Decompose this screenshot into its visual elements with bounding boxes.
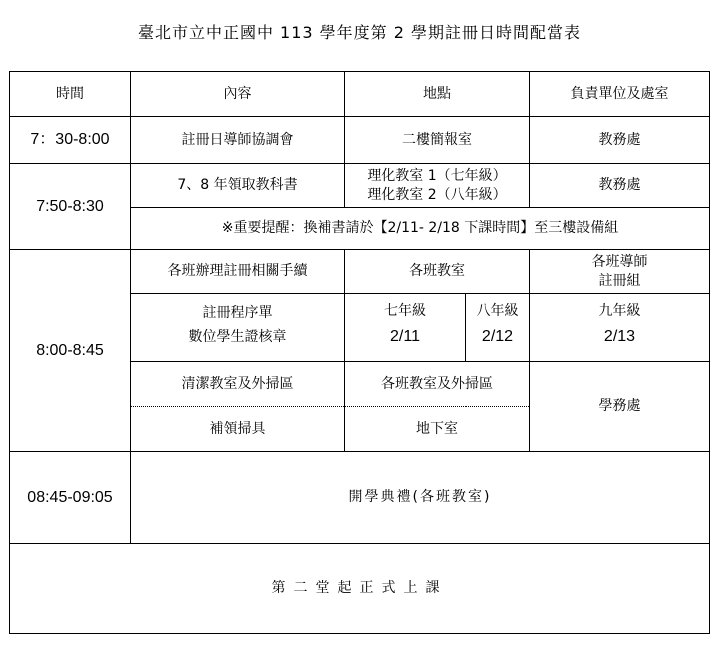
program-line: 數位學生證核章 [188,328,287,345]
office-line: 註冊組 [598,272,641,289]
ceremony-cell: 開學典禮(各班教室) [131,452,710,544]
program-line: 註冊程序單 [202,305,273,322]
table-row [10,250,710,294]
grade8-cell [466,294,530,362]
office-cell [530,250,710,294]
time-cell: 7:50-8:30 [10,164,131,250]
content-cell: 清潔教室及外掃區 [131,362,345,407]
table-row [10,117,710,164]
header-office: 負責單位及處室 [530,72,710,117]
grade-label: 九年級 [598,303,641,320]
reminder-note: ※重要提醒：換補書請於【2/11- 2/18 下課時間】至三樓設備組 [131,208,710,250]
location-line: 理化教室 1（七年級） [367,167,507,184]
content-cell: 各班辦理註冊相關手續 [131,250,345,294]
classes-start-cell: 第二堂起正式上課 [10,544,710,634]
office-line: 各班導師 [591,253,648,270]
office-cell: 教務處 [530,117,710,164]
schedule-table [9,71,710,634]
header-content: 內容 [131,72,345,117]
location-cell: 地下室 [345,407,530,452]
grade-label: 七年級 [384,303,426,320]
content-cell: 註冊日導師協調會 [131,117,345,164]
table-row [10,164,710,208]
time-cell: 08:45-09:05 [10,452,131,544]
location-cell: 各班教室 [345,250,530,294]
grade9-cell [530,294,710,362]
footer-row [10,544,710,634]
office-cell: 教務處 [530,164,710,208]
location-cell: 各班教室及外掃區 [345,362,530,407]
content-cell [131,294,345,362]
grade-date: 2/11 [390,327,420,345]
content-cell: 補領掃具 [131,407,345,452]
header-location: 地點 [345,72,530,117]
location-cell: 二樓簡報室 [345,117,530,164]
grade7-cell [345,294,466,362]
time-cell: 8:00-8:45 [10,250,131,452]
page-title: 臺北市立中正國中 113 學年度第 2 學期註冊日時間配當表 [137,23,582,42]
header-time: 時間 [10,72,131,117]
office-cell: 學務處 [530,362,710,452]
grade-date: 2/13 [603,327,636,345]
location-line: 理化教室 2（八年級） [367,186,507,203]
location-lines [367,167,506,205]
content-cell: 7、8 年領取教科書 [131,164,345,208]
header-row [10,72,710,117]
grade-date: 2/12 [481,327,514,345]
location-cell [345,164,530,208]
grade-label: 八年級 [476,303,519,320]
ceremony-row [10,452,710,544]
time-cell: 7：30-8:00 [10,117,131,164]
